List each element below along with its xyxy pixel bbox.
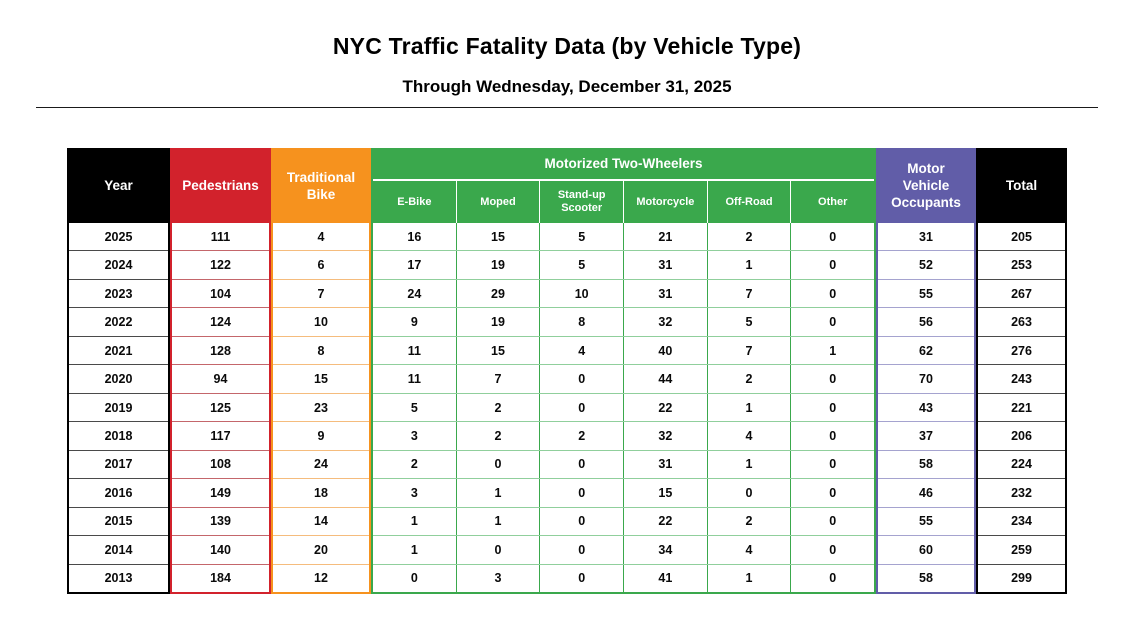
table-row [978, 336, 1065, 364]
data-cell: 41 [623, 565, 707, 592]
data-cell: 12 [273, 565, 369, 592]
data-cell: 0 [790, 223, 874, 250]
header-cell-pedestrians: Pedestrians [172, 150, 269, 223]
data-cell: 2 [707, 365, 791, 392]
table-row [69, 364, 168, 392]
table-row [69, 336, 168, 364]
table-row [978, 279, 1065, 307]
column-group-year [67, 148, 170, 594]
data-cell: 4 [273, 223, 369, 250]
data-cell: 43 [878, 394, 974, 421]
data-cell: 44 [623, 365, 707, 392]
data-cell: 0 [790, 536, 874, 563]
data-cell: 267 [978, 280, 1065, 307]
table-row [373, 307, 874, 335]
data-cell: 5 [539, 251, 623, 278]
data-cell: 205 [978, 223, 1065, 250]
data-cell: 62 [878, 337, 974, 364]
data-cell: 32 [623, 422, 707, 449]
table-row [69, 564, 168, 592]
year-cell: 2025 [69, 223, 168, 250]
header-cell-year: Year [69, 150, 168, 223]
table-row [172, 478, 269, 506]
data-cell: 1 [707, 451, 791, 478]
data-cell: 1 [707, 251, 791, 278]
data-cell: 19 [456, 308, 540, 335]
table-row [69, 393, 168, 421]
data-cell: 0 [790, 508, 874, 535]
data-cell: 2 [373, 451, 456, 478]
group-body [373, 223, 874, 592]
data-cell: 111 [172, 223, 269, 250]
data-cell: 299 [978, 565, 1065, 592]
table-row [172, 307, 269, 335]
data-cell: 9 [273, 422, 369, 449]
table-row [978, 478, 1065, 506]
data-cell: 0 [707, 479, 791, 506]
table-row [878, 250, 974, 278]
year-cell: 2024 [69, 251, 168, 278]
table-row [172, 223, 269, 250]
subheader-cell: E-Bike [397, 195, 432, 208]
data-cell: 31 [878, 223, 974, 250]
table-row [878, 478, 974, 506]
group-body [878, 223, 974, 592]
group-body [172, 223, 269, 592]
data-cell: 0 [539, 365, 623, 392]
table-row [172, 564, 269, 592]
group-body [273, 223, 369, 592]
data-cell: 2 [539, 422, 623, 449]
data-cell: 11 [373, 365, 456, 392]
table-row [69, 450, 168, 478]
data-cell: 276 [978, 337, 1065, 364]
data-cell: 253 [978, 251, 1065, 278]
data-cell: 259 [978, 536, 1065, 563]
table-row [878, 421, 974, 449]
table-row [172, 336, 269, 364]
year-cell: 2021 [69, 337, 168, 364]
subheader-row [373, 181, 874, 223]
subheader-cell: Moped [456, 181, 540, 223]
table-row [172, 364, 269, 392]
table-row [69, 279, 168, 307]
table-row [273, 421, 369, 449]
data-cell: 2 [456, 422, 540, 449]
data-cell: 184 [172, 565, 269, 592]
data-cell: 14 [273, 508, 369, 535]
table-row [69, 507, 168, 535]
data-cell: 0 [790, 280, 874, 307]
table-row [273, 564, 369, 592]
data-cell: 224 [978, 451, 1065, 478]
column-group-mvo [876, 148, 976, 594]
data-cell: 52 [878, 251, 974, 278]
data-cell: 221 [978, 394, 1065, 421]
data-cell: 10 [539, 280, 623, 307]
data-cell: 24 [373, 280, 456, 307]
data-cell: 0 [790, 251, 874, 278]
column-group-bike [271, 148, 371, 594]
data-cell: 4 [539, 337, 623, 364]
data-cell: 7 [707, 280, 791, 307]
year-cell: 2014 [69, 536, 168, 563]
data-cell: 20 [273, 536, 369, 563]
data-cell: 21 [623, 223, 707, 250]
year-cell: 2013 [69, 565, 168, 592]
data-cell: 10 [273, 308, 369, 335]
table-row [978, 564, 1065, 592]
data-cell: 5 [373, 394, 456, 421]
divider-line [36, 107, 1098, 108]
data-cell: 37 [878, 422, 974, 449]
table-row [373, 421, 874, 449]
group-title: Motorized Two-Wheelers [373, 150, 874, 181]
data-cell: 1 [707, 394, 791, 421]
data-cell: 70 [878, 365, 974, 392]
header-cell-total: Total [978, 150, 1065, 223]
fatality-table [67, 148, 1067, 594]
table-row [373, 364, 874, 392]
table-row [373, 564, 874, 592]
table-row [172, 279, 269, 307]
data-cell: 16 [373, 223, 456, 250]
table-row [172, 450, 269, 478]
table-row [172, 393, 269, 421]
data-cell: 0 [790, 365, 874, 392]
data-cell: 1 [456, 479, 540, 506]
table-row [878, 507, 974, 535]
data-cell: 108 [172, 451, 269, 478]
table-row [878, 336, 974, 364]
page-subtitle: Through Wednesday, December 31, 2025 [402, 77, 732, 96]
data-cell: 3 [373, 422, 456, 449]
table-row [878, 279, 974, 307]
header-cell-bike: Traditional Bike [273, 150, 369, 223]
table-row [878, 564, 974, 592]
data-cell: 1 [456, 508, 540, 535]
table-row [273, 279, 369, 307]
table-row [978, 307, 1065, 335]
column-group-total [976, 148, 1067, 594]
data-cell: 3 [373, 479, 456, 506]
table-row [273, 223, 369, 250]
data-cell: 5 [707, 308, 791, 335]
data-cell: 125 [172, 394, 269, 421]
data-cell: 56 [878, 308, 974, 335]
data-cell: 31 [623, 280, 707, 307]
table-row [172, 250, 269, 278]
table-row [373, 223, 874, 250]
data-cell: 55 [878, 280, 974, 307]
data-cell: 1 [707, 565, 791, 592]
table-row [373, 478, 874, 506]
data-cell: 0 [539, 479, 623, 506]
table-row [878, 535, 974, 563]
data-cell: 140 [172, 536, 269, 563]
data-cell: 263 [978, 308, 1065, 335]
data-cell: 4 [707, 536, 791, 563]
data-cell: 206 [978, 422, 1065, 449]
data-cell: 232 [978, 479, 1065, 506]
data-cell: 31 [623, 251, 707, 278]
table-row [373, 507, 874, 535]
table-row [273, 364, 369, 392]
data-cell: 0 [790, 422, 874, 449]
data-cell: 243 [978, 365, 1065, 392]
data-cell: 55 [878, 508, 974, 535]
year-cell: 2016 [69, 479, 168, 506]
data-cell: 0 [790, 565, 874, 592]
data-cell: 15 [456, 337, 540, 364]
table-row [273, 250, 369, 278]
data-cell: 7 [456, 365, 540, 392]
data-cell: 18 [273, 479, 369, 506]
table-row [172, 507, 269, 535]
data-cell: 2 [707, 223, 791, 250]
group-body [978, 223, 1065, 592]
table-row [273, 507, 369, 535]
data-cell: 0 [373, 565, 456, 592]
data-cell: 149 [172, 479, 269, 506]
data-cell: 15 [456, 223, 540, 250]
table-row [978, 364, 1065, 392]
data-cell: 1 [373, 508, 456, 535]
data-cell: 31 [623, 451, 707, 478]
data-cell: 122 [172, 251, 269, 278]
data-cell: 0 [539, 508, 623, 535]
data-cell: 23 [273, 394, 369, 421]
subheader-cell: Stand-up Scooter [539, 181, 623, 223]
data-cell: 3 [456, 565, 540, 592]
data-cell: 58 [878, 451, 974, 478]
table-row [69, 307, 168, 335]
data-cell: 1 [790, 337, 874, 364]
header-cell-two-wheelers [373, 150, 874, 223]
data-cell: 4 [707, 422, 791, 449]
table-row [273, 307, 369, 335]
data-cell: 0 [790, 394, 874, 421]
data-cell: 124 [172, 308, 269, 335]
table-row [273, 336, 369, 364]
data-cell: 8 [273, 337, 369, 364]
data-cell: 139 [172, 508, 269, 535]
table-row [273, 393, 369, 421]
data-cell: 19 [456, 251, 540, 278]
data-cell: 2 [707, 508, 791, 535]
table-row [878, 307, 974, 335]
table-row [69, 250, 168, 278]
data-cell: 117 [172, 422, 269, 449]
data-cell: 7 [707, 337, 791, 364]
data-cell: 6 [273, 251, 369, 278]
data-cell: 24 [273, 451, 369, 478]
data-cell: 11 [373, 337, 456, 364]
data-cell: 7 [273, 280, 369, 307]
data-cell: 15 [623, 479, 707, 506]
table-row [878, 223, 974, 250]
table-row [978, 250, 1065, 278]
data-cell: 1 [373, 536, 456, 563]
header-cell-mvo: Motor Vehicle Occupants [878, 150, 974, 223]
data-cell: 8 [539, 308, 623, 335]
table-row [373, 393, 874, 421]
table-row [273, 535, 369, 563]
column-group-two-wheelers [371, 148, 876, 594]
year-cell: 2020 [69, 365, 168, 392]
table-row [273, 478, 369, 506]
table-row [878, 364, 974, 392]
data-cell: 0 [456, 536, 540, 563]
subheader-cell: Off-Road [707, 181, 791, 223]
table-row [273, 450, 369, 478]
data-cell: 17 [373, 251, 456, 278]
data-cell: 234 [978, 508, 1065, 535]
table-row [69, 535, 168, 563]
page-title: NYC Traffic Fatality Data (by Vehicle Type) [332, 33, 802, 59]
table-row [978, 421, 1065, 449]
table-row [69, 223, 168, 250]
data-cell: 0 [539, 451, 623, 478]
data-cell: 9 [373, 308, 456, 335]
table-row [878, 393, 974, 421]
table-row [978, 507, 1065, 535]
subheader-cell: Other [790, 181, 874, 223]
data-cell: 34 [623, 536, 707, 563]
year-cell: 2015 [69, 508, 168, 535]
year-cell: 2023 [69, 280, 168, 307]
table-row [373, 279, 874, 307]
table-row [978, 223, 1065, 250]
data-cell: 0 [539, 536, 623, 563]
data-cell: 0 [539, 565, 623, 592]
table-row [373, 535, 874, 563]
data-cell: 22 [623, 394, 707, 421]
data-cell: 22 [623, 508, 707, 535]
data-cell: 58 [878, 565, 974, 592]
data-cell: 0 [539, 394, 623, 421]
table-row [69, 478, 168, 506]
table-row [69, 421, 168, 449]
table-row [373, 250, 874, 278]
year-cell: 2019 [69, 394, 168, 421]
group-body [69, 223, 168, 592]
data-cell: 29 [456, 280, 540, 307]
data-cell: 0 [456, 451, 540, 478]
data-cell: 128 [172, 337, 269, 364]
table-row [373, 450, 874, 478]
table-row [172, 421, 269, 449]
column-group-pedestrians [170, 148, 271, 594]
data-cell: 46 [878, 479, 974, 506]
data-cell: 0 [790, 308, 874, 335]
year-cell: 2022 [69, 308, 168, 335]
data-cell: 94 [172, 365, 269, 392]
table-row [878, 450, 974, 478]
table-row [373, 336, 874, 364]
data-cell: 0 [790, 451, 874, 478]
table-row [978, 393, 1065, 421]
data-cell: 5 [539, 223, 623, 250]
subheader-cell: Motorcycle [623, 181, 707, 223]
year-cell: 2018 [69, 422, 168, 449]
table-row [978, 450, 1065, 478]
data-cell: 2 [456, 394, 540, 421]
data-cell: 104 [172, 280, 269, 307]
data-cell: 15 [273, 365, 369, 392]
year-cell: 2017 [69, 451, 168, 478]
data-cell: 60 [878, 536, 974, 563]
data-cell: 32 [623, 308, 707, 335]
table-row [172, 535, 269, 563]
data-cell: 40 [623, 337, 707, 364]
data-cell: 0 [790, 479, 874, 506]
table-row [978, 535, 1065, 563]
